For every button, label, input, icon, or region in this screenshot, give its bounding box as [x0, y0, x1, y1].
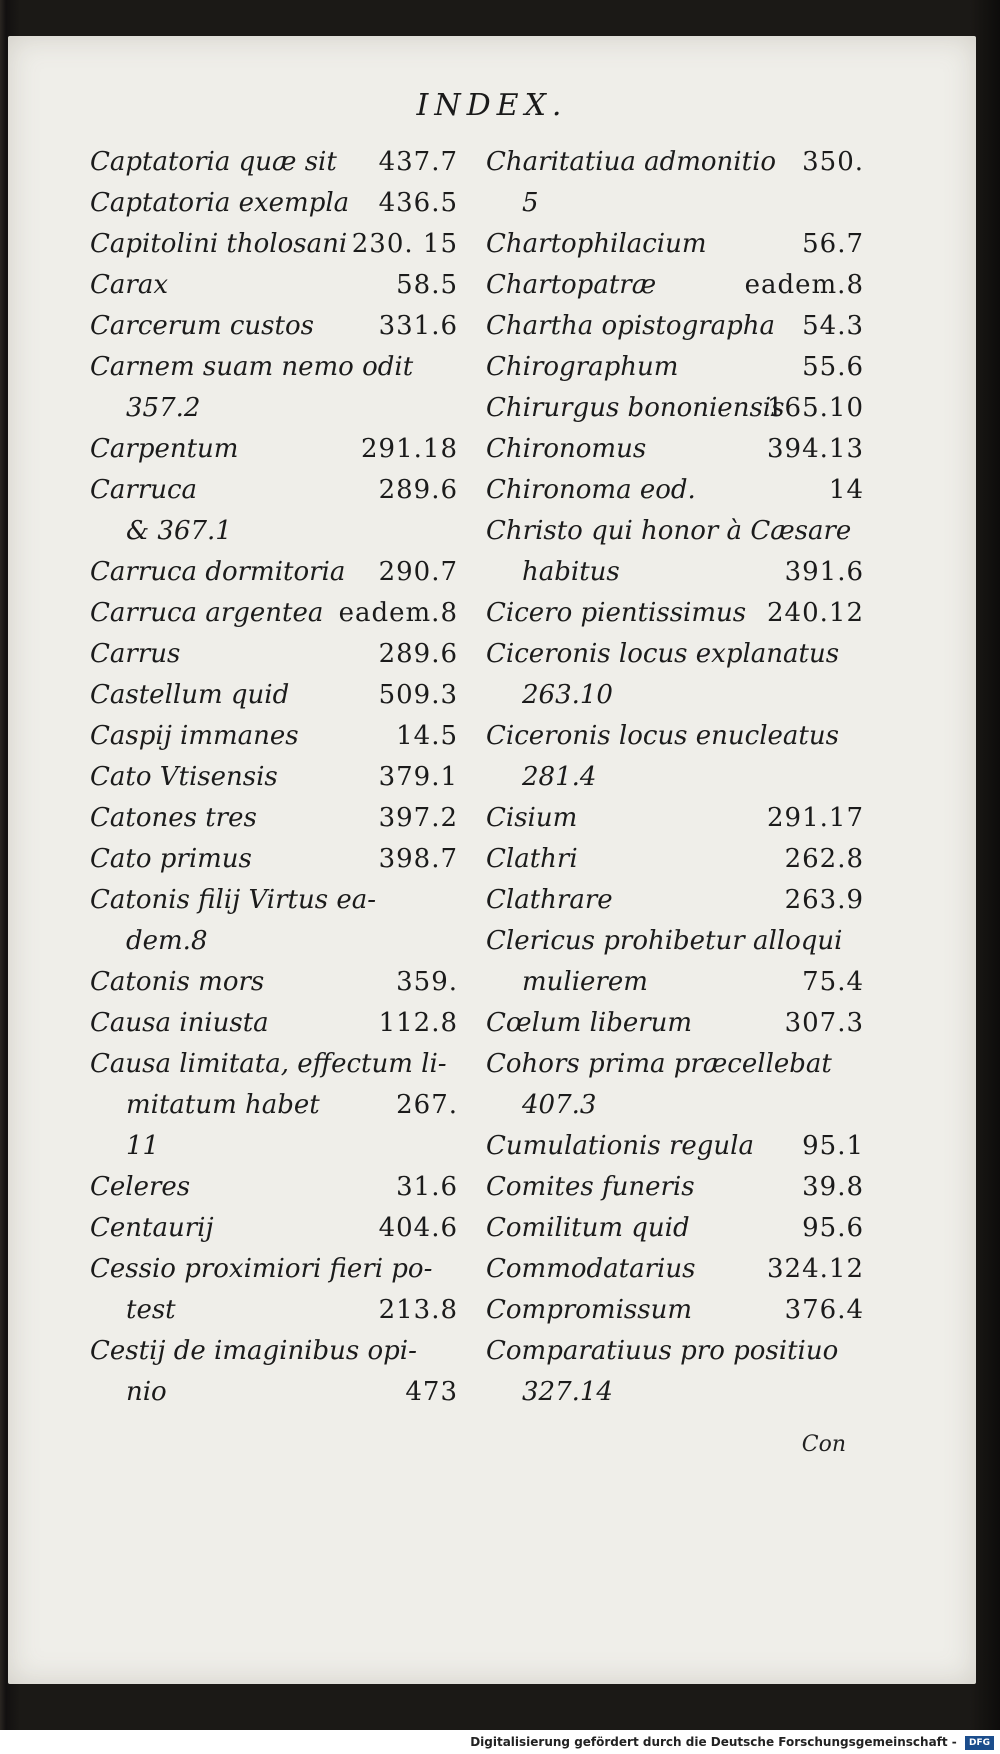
index-page-reference: 289.6 — [378, 475, 458, 505]
index-page-reference: 230. 15 — [351, 229, 458, 259]
index-entry — [486, 716, 864, 757]
index-term: Caspij immanes — [90, 721, 299, 751]
page-title: INDEX. — [416, 88, 568, 123]
index-entry — [486, 1208, 864, 1249]
index-entry — [90, 347, 458, 388]
index-term: Carax — [90, 270, 168, 300]
index-entry — [90, 552, 458, 593]
footer-text: Digitalisierung gefördert durch die Deutsche Forschungsgemeinschaft - — [470, 1735, 957, 1749]
index-entry — [90, 1372, 458, 1413]
index-entry — [486, 1372, 864, 1413]
index-page-reference: 14.5 — [396, 721, 458, 751]
index-entry — [486, 552, 864, 593]
index-term: Cumulationis regula — [486, 1131, 754, 1161]
index-page-reference: 263.9 — [784, 885, 864, 915]
index-entry — [90, 757, 458, 798]
index-term: 281.4 — [522, 762, 597, 792]
index-term: 327.14 — [522, 1377, 613, 1407]
index-page-reference: 291.18 — [361, 434, 458, 464]
index-entry — [486, 429, 864, 470]
index-entry — [90, 1208, 458, 1249]
index-page-reference: 267. — [396, 1090, 458, 1120]
index-term: Charitatiua admonitio — [486, 147, 777, 177]
index-page-reference: 437.7 — [378, 147, 458, 177]
index-page-reference: 39.8 — [802, 1172, 864, 1202]
index-entry — [486, 1167, 864, 1208]
index-term: Causa limitata, effectum li- — [90, 1049, 447, 1079]
index-entry — [486, 306, 864, 347]
index-term: 407.3 — [522, 1090, 597, 1120]
index-term: Chironomus — [486, 434, 647, 464]
index-page-reference: 95.6 — [802, 1213, 864, 1243]
index-entry — [90, 1290, 458, 1331]
index-term: mitatum habet — [126, 1090, 320, 1120]
index-entry — [486, 757, 864, 798]
index-entry — [90, 224, 458, 265]
index-term: 5 — [522, 188, 539, 218]
index-entry — [486, 798, 864, 839]
index-term: Cisium — [486, 803, 578, 833]
index-entry — [90, 593, 458, 634]
index-page-reference: 95.1 — [802, 1131, 864, 1161]
index-page-reference: 213.8 — [378, 1295, 458, 1325]
index-term: Cato Vtisensis — [90, 762, 278, 792]
index-page-reference: 379.1 — [378, 762, 458, 792]
index-entry — [90, 511, 458, 552]
index-page-reference: eadem.8 — [338, 598, 458, 628]
index-entry — [90, 429, 458, 470]
index-page-reference: 324.12 — [767, 1254, 864, 1284]
index-page-reference: 307.3 — [784, 1008, 864, 1038]
index-term: Cestij de imaginibus opi- — [90, 1336, 417, 1366]
index-entry — [486, 839, 864, 880]
index-entry — [90, 962, 458, 1003]
index-entry — [486, 880, 864, 921]
index-page-reference: 55.6 — [802, 352, 864, 382]
index-entry — [486, 183, 864, 224]
index-page-reference: 56.7 — [802, 229, 864, 259]
index-term: Carnem suam nemo odit — [90, 352, 414, 382]
index-entry — [90, 265, 458, 306]
index-page-reference: 404.6 — [378, 1213, 458, 1243]
index-term: Chartophilacium — [486, 229, 707, 259]
index-term: Christo qui honor à Cæsare — [486, 516, 852, 546]
index-term: Cœlum liberum — [486, 1008, 693, 1038]
index-entry — [486, 224, 864, 265]
index-column-right — [486, 142, 864, 1413]
index-term: Clathrare — [486, 885, 613, 915]
index-entry — [90, 798, 458, 839]
index-entry — [486, 1003, 864, 1044]
index-term: Chironoma eod. — [486, 475, 696, 505]
index-entry — [90, 880, 458, 921]
index-page-reference: 376.4 — [784, 1295, 864, 1325]
index-entry — [90, 306, 458, 347]
index-page-reference: 290.7 — [378, 557, 458, 587]
index-entry — [486, 921, 864, 962]
index-term: Carruca argentea — [90, 598, 324, 628]
index-page-reference: 398.7 — [378, 844, 458, 874]
index-term: 357.2 — [126, 393, 201, 423]
index-entry — [486, 675, 864, 716]
index-term: Chirurgus bononiensis — [486, 393, 785, 423]
index-term: nio — [126, 1377, 167, 1407]
index-page-reference: 509.3 — [378, 680, 458, 710]
index-term: Chirographum — [486, 352, 679, 382]
index-term: mulierem — [522, 967, 648, 997]
index-term: Catones tres — [90, 803, 257, 833]
index-page-reference: 291.17 — [767, 803, 864, 833]
index-term: Cicero pientissimus — [486, 598, 747, 628]
index-page-reference: 75.4 — [802, 967, 864, 997]
index-page-reference: 31.6 — [396, 1172, 458, 1202]
index-entry — [486, 388, 864, 429]
digitization-footer — [0, 1730, 1000, 1754]
index-entry — [90, 675, 458, 716]
index-entry — [90, 1331, 458, 1372]
index-term: Carcerum custos — [90, 311, 314, 341]
index-entry — [486, 1331, 864, 1372]
index-page-reference: 350. — [802, 147, 864, 177]
index-page-reference: 436.5 — [378, 188, 458, 218]
index-term: Clericus prohibetur alloqui — [486, 926, 843, 956]
index-page-reference: 394.13 — [767, 434, 864, 464]
index-page-reference: 240.12 — [767, 598, 864, 628]
index-page-reference: 58.5 — [396, 270, 458, 300]
index-term: Centaurij — [90, 1213, 214, 1243]
index-term: Commodatarius — [486, 1254, 696, 1284]
index-entry — [90, 1085, 458, 1126]
index-page-reference: 112.8 — [378, 1008, 458, 1038]
index-term: dem.8 — [126, 926, 208, 956]
index-term: Ciceronis locus explanatus — [486, 639, 840, 669]
index-term: test — [126, 1295, 176, 1325]
index-term: 11 — [126, 1131, 160, 1161]
index-page-reference: 262.8 — [784, 844, 864, 874]
index-page-reference: 331.6 — [378, 311, 458, 341]
index-term: & 367.1 — [126, 516, 232, 546]
index-term: Capitolini tholosani — [90, 229, 348, 259]
index-term: Cato primus — [90, 844, 252, 874]
index-entry — [90, 1167, 458, 1208]
index-entry — [90, 1003, 458, 1044]
index-entry — [486, 1290, 864, 1331]
index-entry — [486, 1249, 864, 1290]
index-term: Chartha opistographa — [486, 311, 776, 341]
index-entry — [486, 142, 864, 183]
index-page-reference: 165.10 — [767, 393, 864, 423]
index-entry — [486, 265, 864, 306]
index-term: Comilitum quid — [486, 1213, 690, 1243]
index-entry — [90, 388, 458, 429]
index-term: Ciceronis locus enucleatus — [486, 721, 839, 751]
index-column-left — [90, 142, 458, 1413]
index-term: 263.10 — [522, 680, 613, 710]
index-entry — [486, 634, 864, 675]
index-entry — [90, 716, 458, 757]
index-page-reference: eadem.8 — [744, 270, 864, 300]
index-entry — [90, 142, 458, 183]
index-term: Comites funeris — [486, 1172, 695, 1202]
index-term: Comparatiuus pro positiuo — [486, 1336, 839, 1366]
index-term: Catonis mors — [90, 967, 265, 997]
index-entry — [486, 511, 864, 552]
index-term: Carpentum — [90, 434, 239, 464]
index-entry — [90, 1044, 458, 1085]
index-entry — [90, 839, 458, 880]
index-page-reference: 54.3 — [802, 311, 864, 341]
index-entry — [486, 962, 864, 1003]
catchword: Con — [801, 1432, 846, 1457]
index-term: Castellum quid — [90, 680, 290, 710]
index-term: Celeres — [90, 1172, 191, 1202]
index-entry — [486, 1085, 864, 1126]
index-term: Carrus — [90, 639, 181, 669]
index-page-reference: 473 — [405, 1377, 458, 1407]
index-term: Carruca — [90, 475, 198, 505]
index-term: habitus — [522, 557, 620, 587]
index-entry — [90, 1249, 458, 1290]
index-page-reference: 397.2 — [378, 803, 458, 833]
index-term: Captatoria exempla — [90, 188, 350, 218]
index-page-reference: 289.6 — [378, 639, 458, 669]
index-term: Clathri — [486, 844, 578, 874]
index-page-reference: 359. — [396, 967, 458, 997]
index-entry — [486, 470, 864, 511]
index-term: Compromissum — [486, 1295, 692, 1325]
index-entry — [90, 1126, 458, 1167]
index-term: Cohors prima præcellebat — [486, 1049, 832, 1079]
index-page-reference: 14 — [828, 475, 864, 505]
index-entry — [486, 1044, 864, 1085]
index-term: Causa iniusta — [90, 1008, 269, 1038]
dfg-logo: DFG — [965, 1736, 994, 1750]
index-entry — [486, 347, 864, 388]
book-page — [8, 36, 976, 1684]
index-entry — [90, 634, 458, 675]
index-term: Captatoria quæ sit — [90, 147, 337, 177]
index-term: Cessio proximiori fieri po- — [90, 1254, 433, 1284]
index-entry — [90, 183, 458, 224]
index-term: Carruca dormitoria — [90, 557, 346, 587]
index-entry — [486, 593, 864, 634]
index-entry — [90, 470, 458, 511]
index-term: Chartopatræ — [486, 270, 657, 300]
index-entry — [90, 921, 458, 962]
index-page-reference: 391.6 — [784, 557, 864, 587]
index-term: Catonis filij Virtus ea- — [90, 885, 376, 915]
index-entry — [486, 1126, 864, 1167]
